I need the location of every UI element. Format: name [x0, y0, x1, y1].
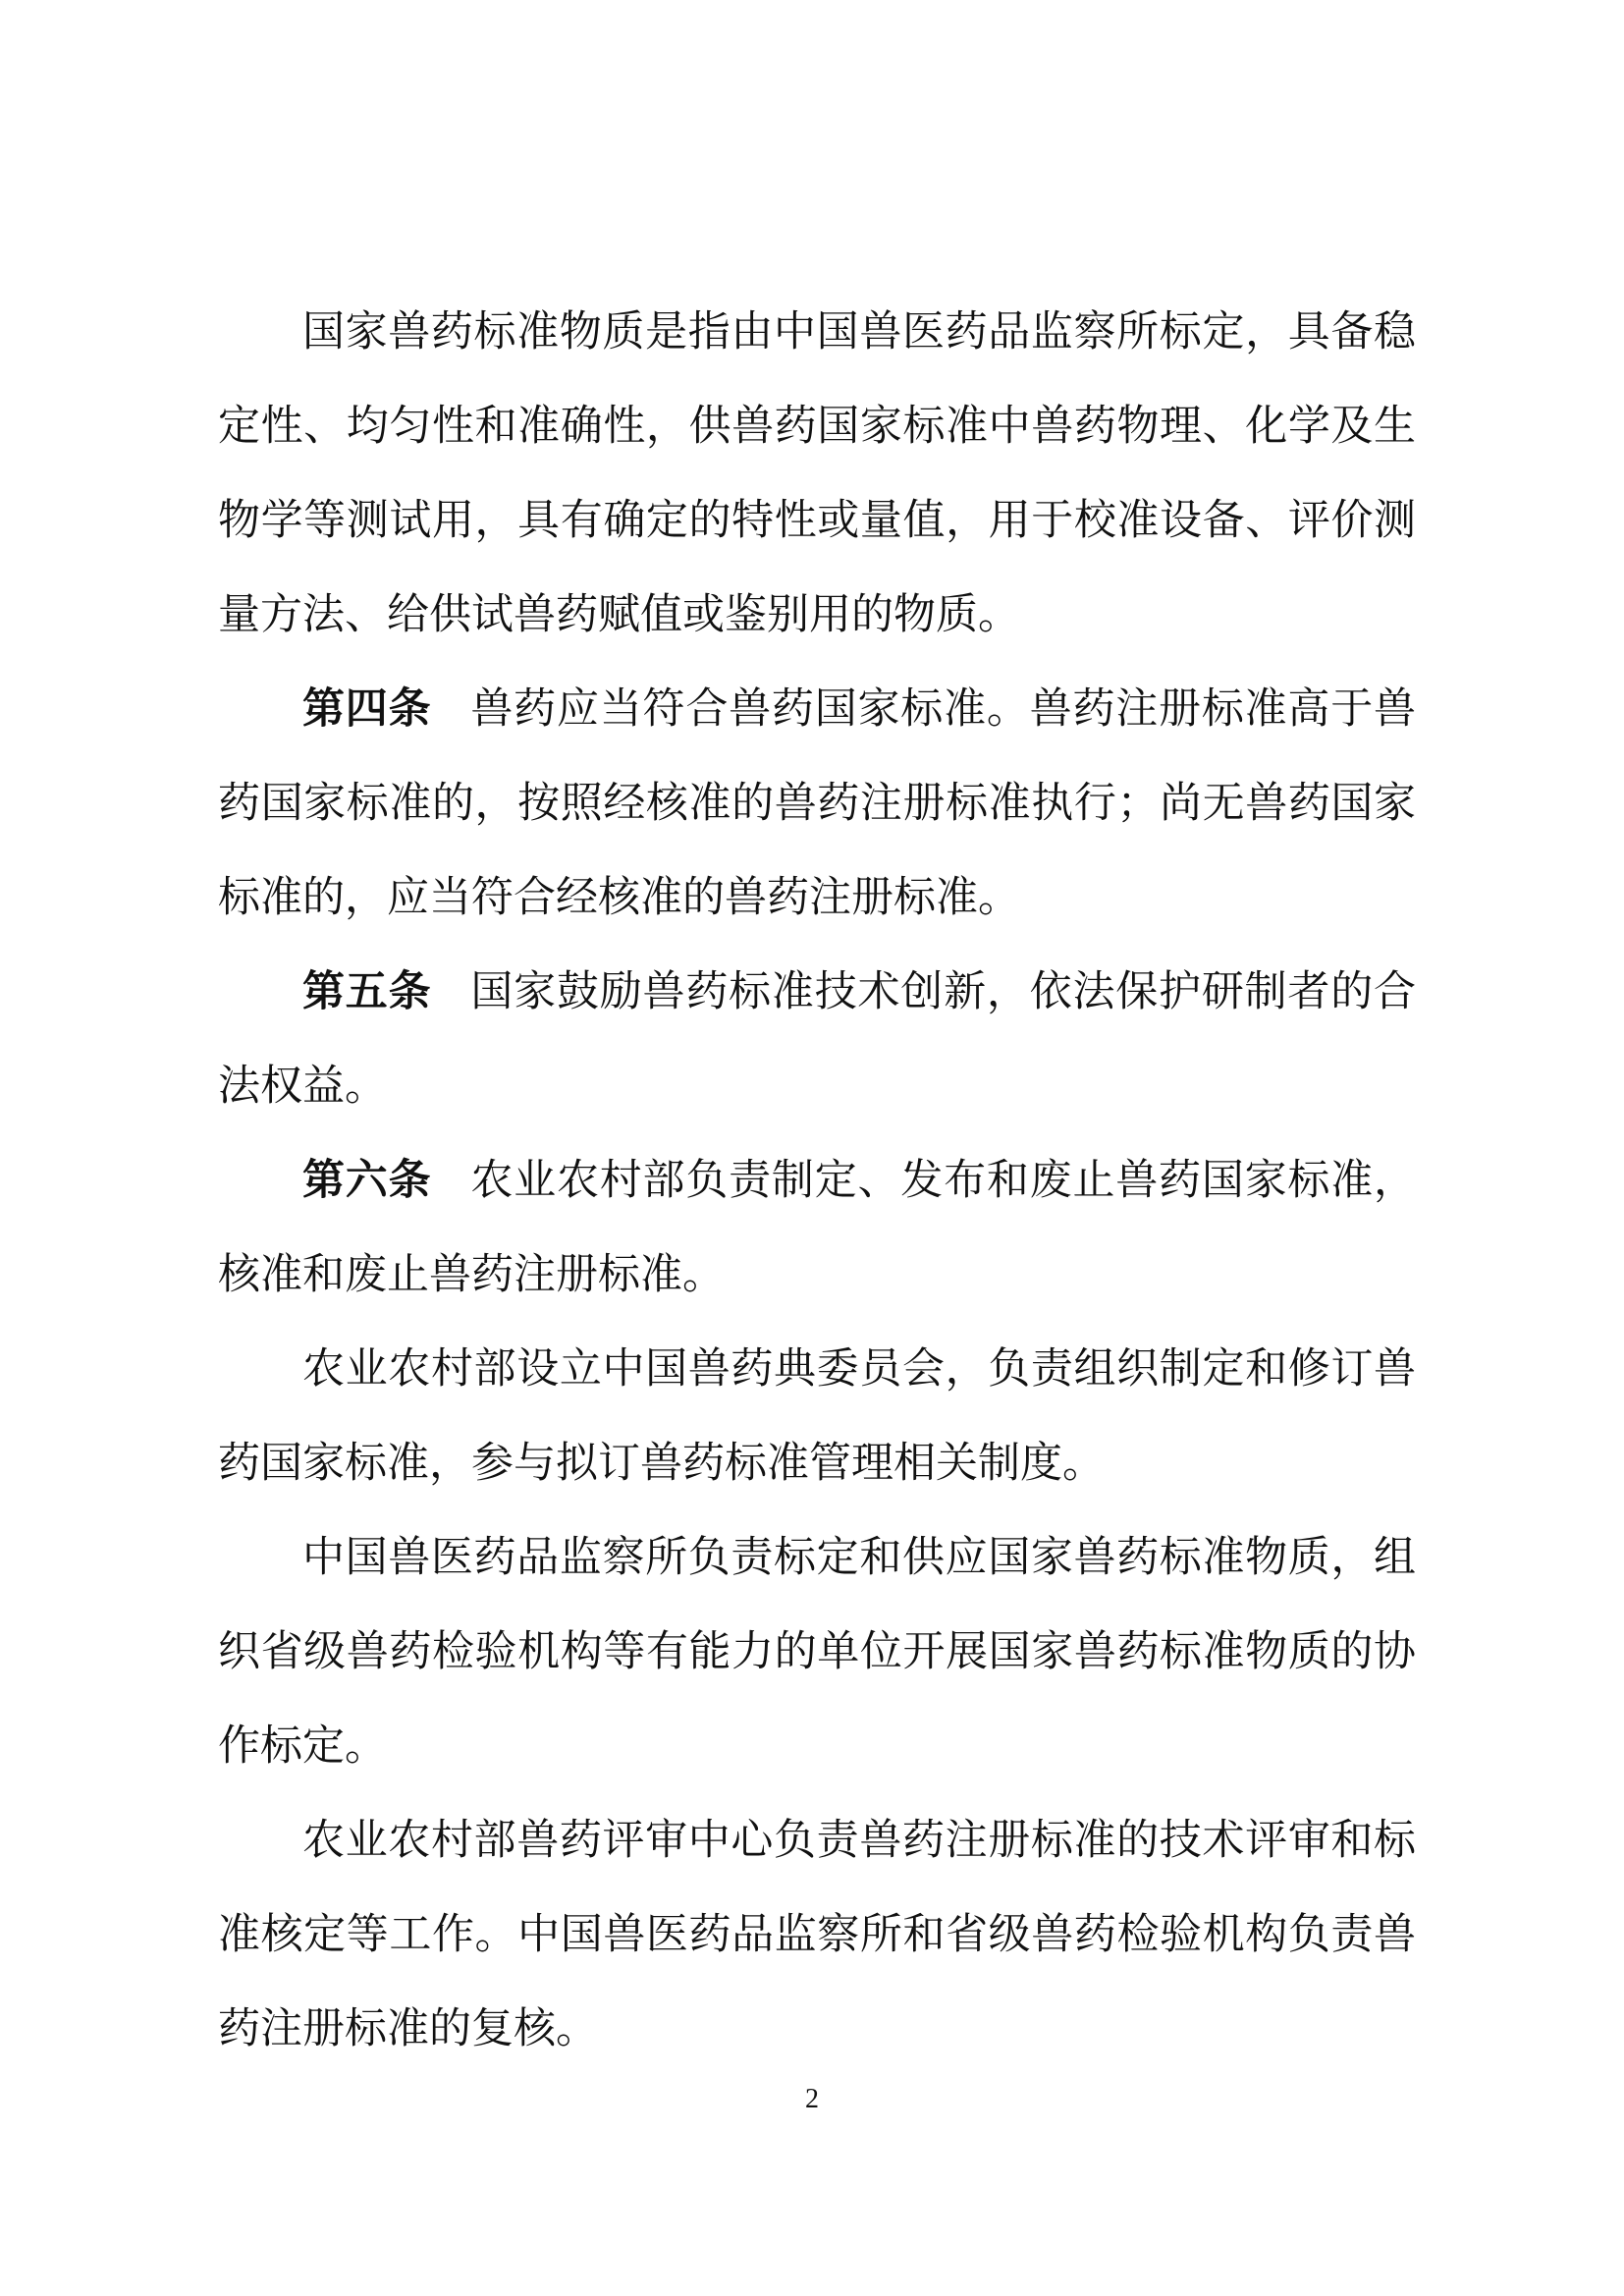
article-number: 第六条 — [302, 1156, 432, 1205]
paragraph-text: 国家兽药标准物质是指由中国兽医药品监察所标定，具备稳定性、均匀性和准确性，供兽药国家标准中兽药物理、化学及生物学等测试用，具有确定的特性或量值，用于校准设备、评价测量方法、给供试兽药赋值或鉴别用的物质。 — [218, 307, 1416, 639]
paragraph-standard-material-definition — [218, 285, 1416, 662]
page-number: 2 — [805, 2084, 819, 2114]
article-number: 第五条 — [302, 967, 432, 1016]
paragraph-text: 农业农村部兽药评审中心负责兽药注册标准的技术评审和标准核定等工作。中国兽医药品监察所和省级兽药检验机构负责兽药注册标准的复核。 — [218, 1816, 1416, 2053]
paragraph-text: 国家鼓励兽药标准技术创新，依法保护研制者的合法权益。 — [218, 967, 1416, 1111]
paragraph-pharmacopoeia-committee — [218, 1322, 1416, 1510]
paragraph-article-5 — [218, 945, 1416, 1133]
paragraph-text: 农业农村部设立中国兽药典委员会，负责组织制定和修订兽药国家标准，参与拟订兽药标准管理相关制度。 — [218, 1344, 1416, 1488]
paragraph-text: 兽药应当符合兽药国家标准。兽药注册标准高于兽药国家标准的，按照经核准的兽药注册标准执行；尚无兽药国家标准的，应当符合经核准的兽药注册标准。 — [218, 684, 1416, 922]
document-body — [218, 285, 1416, 2076]
paragraph-review-center — [218, 1793, 1416, 2076]
paragraph-text: 农业农村部负责制定、发布和废止兽药国家标准，核准和废止兽药注册标准。 — [218, 1156, 1416, 1299]
paragraph-text: 中国兽医药品监察所负责标定和供应国家兽药标准物质，组织省级兽药检验机构等有能力的单位开展国家兽药标准物质的协作标定。 — [218, 1533, 1416, 1771]
article-number: 第四条 — [302, 684, 432, 734]
paragraph-article-4 — [218, 662, 1416, 945]
paragraph-article-6 — [218, 1133, 1416, 1322]
paragraph-control-institute — [218, 1510, 1416, 1793]
